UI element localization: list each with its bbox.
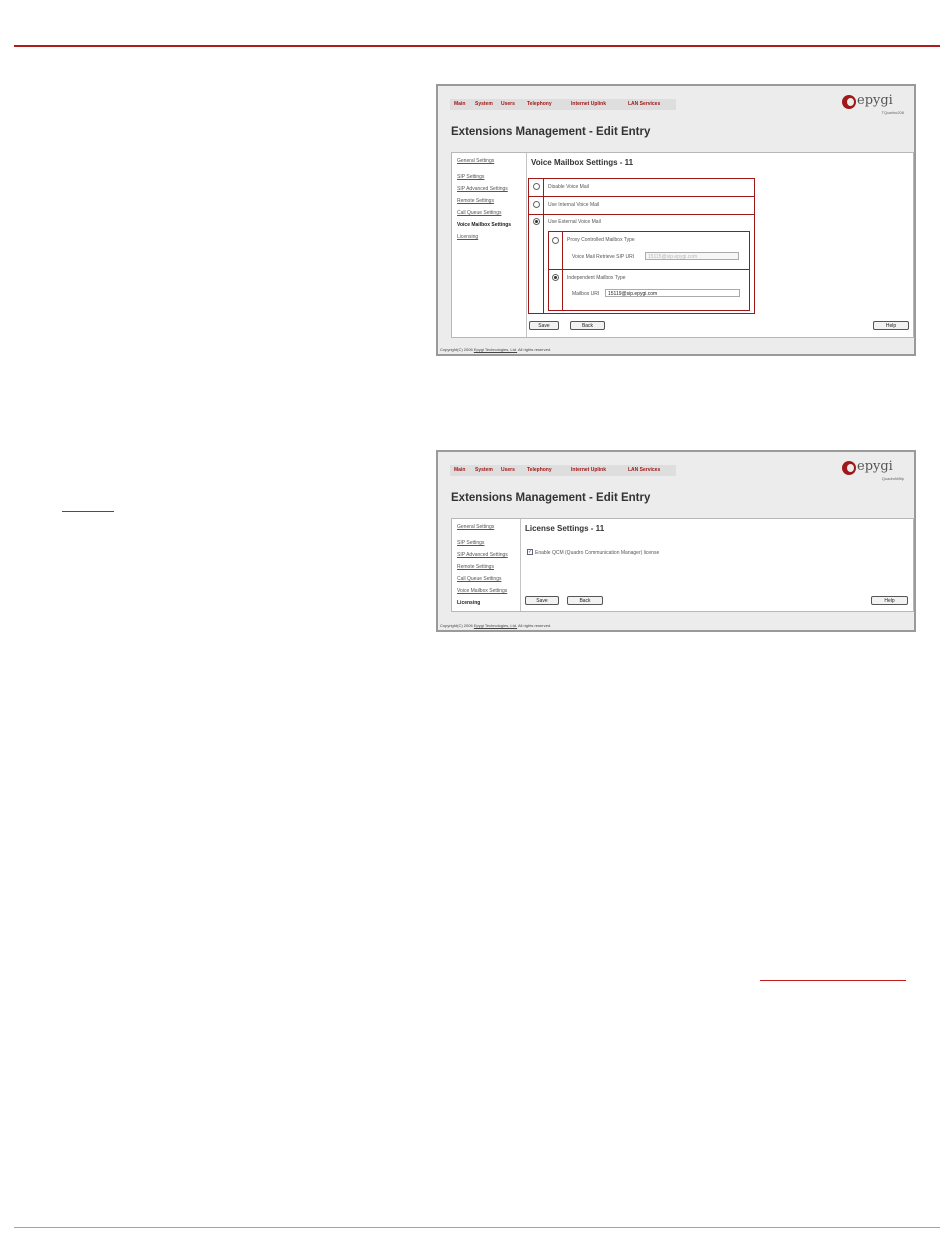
label-external-voice-mail: Use External Voice Mail <box>548 219 601 225</box>
menu-main[interactable]: Main <box>454 467 466 473</box>
footer-rule <box>14 1227 940 1228</box>
voice-mail-retrieve-uri-input[interactable]: 15115@sip.epygi.com <box>645 252 739 260</box>
nav-sip-settings[interactable]: SIP Settings <box>457 540 485 546</box>
option-column-divider <box>543 178 544 314</box>
footer-link-underline[interactable] <box>760 980 906 981</box>
radio-independent-mailbox[interactable] <box>552 274 559 281</box>
settings-panel <box>451 518 914 612</box>
mailbox-type-column-divider <box>562 231 563 311</box>
top-menu <box>450 465 676 476</box>
menu-lan-services[interactable]: LAN Services <box>628 467 661 473</box>
help-button[interactable]: Help <box>871 596 908 605</box>
mailbox-type-row-divider <box>548 269 750 270</box>
radio-disable-voice-mail[interactable] <box>533 183 540 190</box>
radio-external-voice-mail[interactable] <box>533 218 540 225</box>
logo-model: TQuattro208 <box>881 110 904 115</box>
nav-general-settings[interactable]: General Settings <box>457 524 495 530</box>
margin-link-underline[interactable] <box>62 511 114 512</box>
nav-voice-mailbox-settings[interactable]: Voice Mailbox Settings <box>457 222 512 228</box>
company-link[interactable]: Epygi Technologies, Ltd. <box>473 347 518 352</box>
label-mailbox-uri: Mailbox URI <box>572 291 600 297</box>
menu-system[interactable]: System <box>475 101 493 107</box>
settings-nav <box>452 153 527 337</box>
voice-mailbox-content <box>527 153 913 337</box>
back-button[interactable]: Back <box>567 596 603 605</box>
menu-system[interactable]: System <box>475 467 493 473</box>
section-title: License Settings - 11 <box>525 524 605 533</box>
epygi-logo <box>842 93 904 117</box>
nav-licensing[interactable]: Licensing <box>457 234 479 240</box>
settings-nav <box>452 519 521 611</box>
menu-users[interactable]: Users <box>501 101 515 107</box>
logo-text: epygi <box>857 459 893 474</box>
menu-lan-services[interactable]: LAN Services <box>628 101 661 107</box>
label-qcm-license: Enable QCM (Quadro Communication Manager) license <box>535 550 660 556</box>
license-content <box>521 519 913 611</box>
epygi-logo-icon <box>842 461 856 475</box>
voice-mailbox-screenshot <box>436 84 916 356</box>
settings-panel <box>451 152 914 338</box>
copyright-prefix: Copyright(C) 2006 <box>440 347 473 352</box>
nav-general-settings[interactable]: General Settings <box>457 158 495 164</box>
epygi-logo-icon <box>842 95 856 109</box>
save-button[interactable]: Save <box>525 596 559 605</box>
save-button[interactable]: Save <box>529 321 559 330</box>
nav-sip-advanced-settings[interactable]: SIP Advanced Settings <box>457 552 508 558</box>
label-voice-mail-retrieve-uri: Voice Mail Retrieve SIP URI <box>572 254 635 260</box>
back-button[interactable]: Back <box>570 321 605 330</box>
menu-internet-uplink[interactable]: Internet Uplink <box>571 467 607 473</box>
company-link[interactable]: Epygi Technologies, Ltd. <box>473 623 518 628</box>
nav-call-queue-settings[interactable]: Call Queue Settings <box>457 576 502 582</box>
copyright-footer <box>440 347 551 352</box>
nav-licensing[interactable]: Licensing <box>457 600 481 606</box>
help-button[interactable]: Help <box>873 321 909 330</box>
nav-remote-settings[interactable]: Remote Settings <box>457 198 494 204</box>
copyright-suffix: All rights reserved. <box>518 347 552 352</box>
menu-telephony[interactable]: Telephony <box>527 467 552 473</box>
nav-sip-advanced-settings[interactable]: SIP Advanced Settings <box>457 186 508 192</box>
menu-internet-uplink[interactable]: Internet Uplink <box>571 101 607 107</box>
label-independent-mailbox: Independent Mailbox Type <box>567 275 626 281</box>
label-proxy-controlled-mailbox: Proxy Controlled Mailbox Type <box>567 237 635 243</box>
menu-telephony[interactable]: Telephony <box>527 101 552 107</box>
section-title: Voice Mailbox Settings - 11 <box>531 158 634 167</box>
nav-sip-settings[interactable]: SIP Settings <box>457 174 485 180</box>
radio-internal-voice-mail[interactable] <box>533 201 540 208</box>
copyright-footer <box>440 623 551 628</box>
radio-proxy-controlled-mailbox[interactable] <box>552 237 559 244</box>
page-title: Extensions Management - Edit Entry <box>451 492 651 504</box>
top-menu <box>450 99 676 110</box>
option-row-divider <box>528 214 755 215</box>
mailbox-uri-input[interactable]: 15119@sip.epygi.com <box>605 289 740 297</box>
logo-text: epygi <box>857 93 893 108</box>
epygi-logo <box>842 459 904 483</box>
external-mailbox-type-group <box>548 231 750 311</box>
copyright-prefix: Copyright(C) 2006 <box>440 623 473 628</box>
menu-users[interactable]: Users <box>501 467 515 473</box>
menu-main[interactable]: Main <box>454 101 466 107</box>
option-row-divider <box>528 196 755 197</box>
header-rule <box>14 45 940 47</box>
nav-remote-settings[interactable]: Remote Settings <box>457 564 494 570</box>
nav-call-queue-settings[interactable]: Call Queue Settings <box>457 210 502 216</box>
logo-model: QuadroM8tp <box>881 476 904 481</box>
page-title: Extensions Management - Edit Entry <box>451 126 651 138</box>
qcm-license-checkbox[interactable]: ✓ <box>528 549 533 555</box>
nav-voice-mailbox-settings[interactable]: Voice Mailbox Settings <box>457 588 508 594</box>
label-internal-voice-mail: Use Internal Voice Mail <box>548 202 600 208</box>
copyright-suffix: All rights reserved. <box>518 623 552 628</box>
license-settings-screenshot <box>436 450 916 632</box>
label-disable-voice-mail: Disable Voice Mail <box>548 184 589 190</box>
